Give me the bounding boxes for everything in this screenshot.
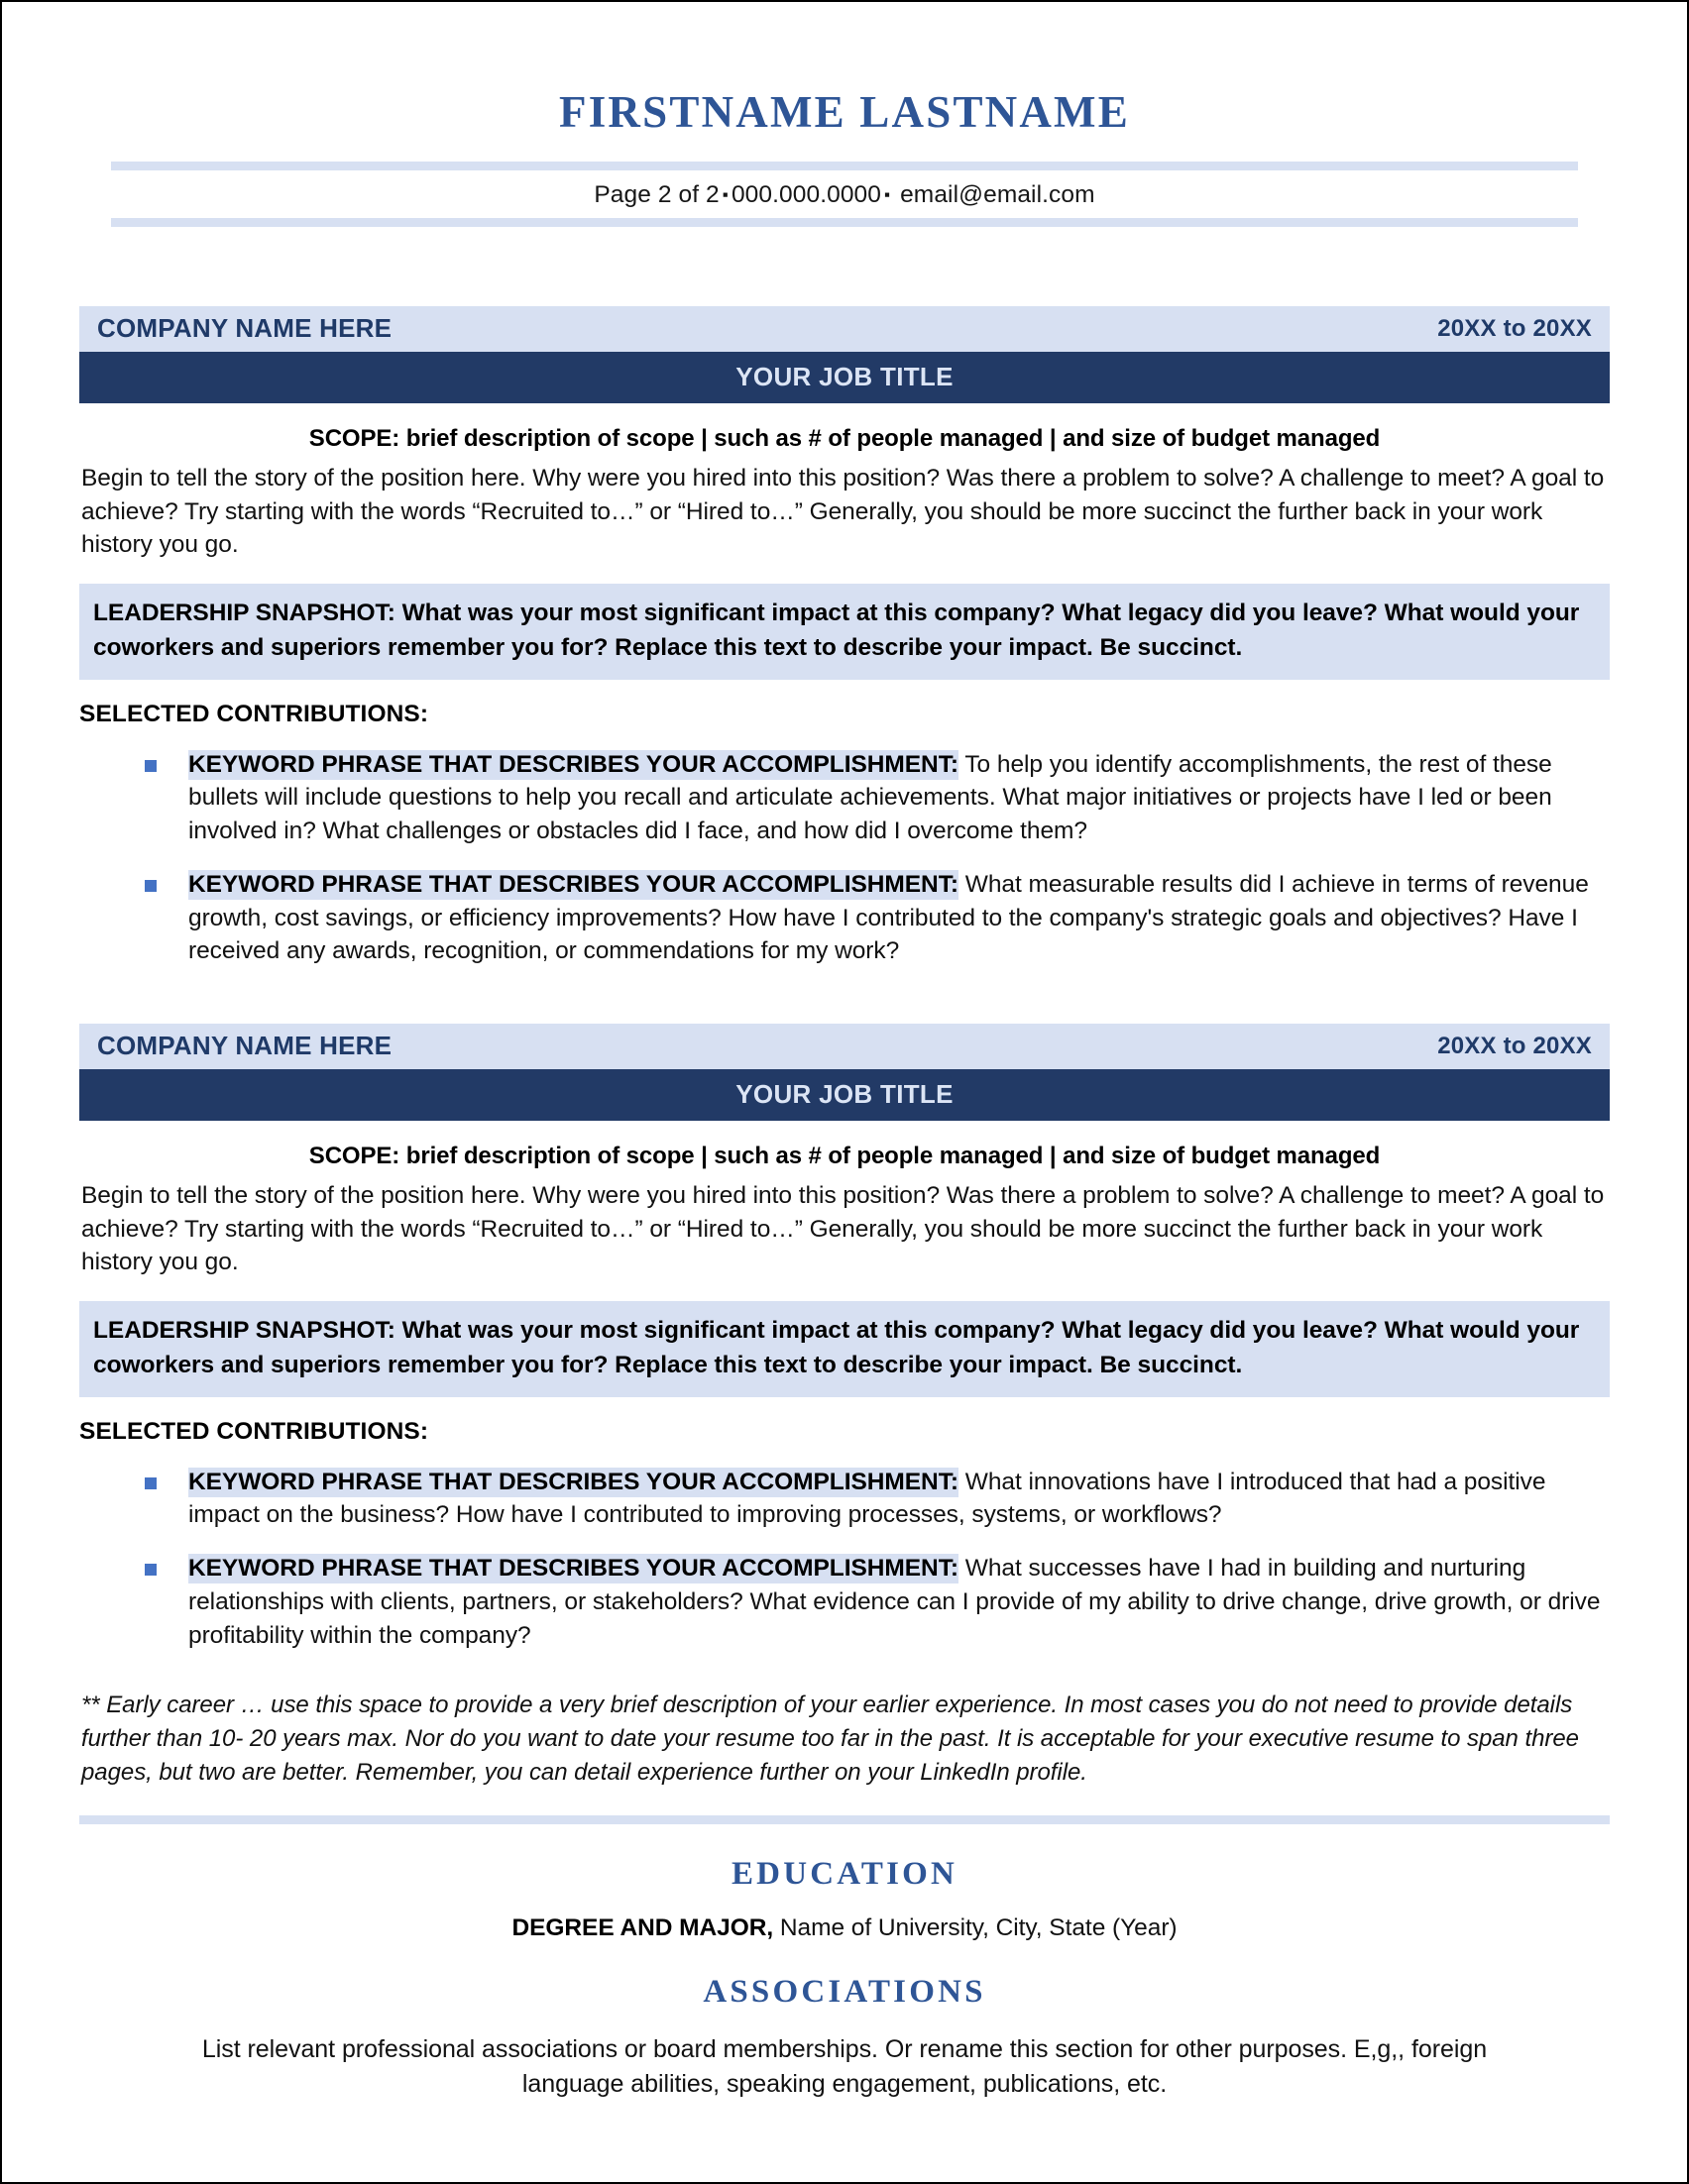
keyword-phrase: KEYWORD PHRASE THAT DESCRIBES YOUR ACCOMPLISHMENT: — [188, 870, 959, 898]
bullet-text: To help you identify accomplishments, the rest of these bullets will include questions to help you recall and articulate achievements. What major initiatives or projects have I led or been involved in? What challenges or obstacles did I face, and how did I overcome them? — [188, 750, 1552, 845]
header-rule-top — [111, 162, 1578, 170]
square-bullet-icon — [145, 1477, 157, 1489]
job-title-bar — [79, 352, 1610, 403]
separator-dot-icon: ▪ — [722, 185, 729, 205]
degree-and-major: DEGREE AND MAJOR, — [511, 1913, 774, 1941]
list-item — [79, 748, 1610, 848]
associations-heading: ASSOCIATIONS — [703, 1973, 986, 2010]
job-entry — [79, 306, 1610, 968]
job-title: YOUR JOB TITLE — [735, 362, 954, 392]
separator-dot-icon: ▪ — [884, 185, 891, 205]
job-title-bar — [79, 1069, 1610, 1121]
bullet-text: What successes have I had in building and nurturing relationships with clients, partners, or stakeholders? What evidence can I provide of my ability to drive change, drive growth, or drive profitability within the company? — [188, 1555, 1601, 1649]
list-item — [79, 1552, 1610, 1652]
company-name: COMPANY NAME HERE — [97, 313, 393, 344]
square-bullet-icon — [145, 760, 157, 772]
job-entry — [79, 1024, 1610, 1652]
list-item — [79, 1466, 1610, 1533]
keyword-phrase: KEYWORD PHRASE THAT DESCRIBES YOUR ACCOMPLISHMENT: — [188, 1555, 959, 1583]
square-bullet-icon — [145, 1564, 157, 1576]
employment-dates: 20XX to 20XX — [1437, 1032, 1592, 1059]
document-header — [79, 2, 1610, 227]
job-title: YOUR JOB TITLE — [735, 1079, 954, 1110]
company-bar — [79, 1024, 1610, 1069]
company-name: COMPANY NAME HERE — [97, 1031, 393, 1061]
associations-section — [79, 1942, 1610, 2103]
scope-line: SCOPE: brief description of scope | such as # of people managed | and size of budget managed — [308, 425, 1381, 453]
job-summary: Begin to tell the story of the position here. Why were you hired into this position? Was there a problem to solve? A challenge to meet? A goal to achieve? Try starting with the words “Recruited to…” or “Hired to…” Generally, you should be more succinct the further back in your work history you go. — [81, 465, 1605, 559]
leadership-snapshot: LEADERSHIP SNAPSHOT: What was your most significant impact at this company? What legacy did you leave? What would your coworkers and superiors remember you for? Replace this text to describe your impact. Be succinct. — [79, 584, 1610, 680]
section-divider — [79, 1815, 1610, 1824]
square-bullet-icon — [145, 880, 157, 892]
education-section — [79, 1824, 1610, 1942]
page-title: FIRSTNAME LASTNAME — [559, 87, 1130, 137]
keyword-phrase: KEYWORD PHRASE THAT DESCRIBES YOUR ACCOMPLISHMENT: — [188, 1468, 959, 1495]
early-career-note: ** Early career … use this space to provide a very brief description of your earlier experience. In most cases you do not need to provide details further than 10- 20 years max. Nor do you want to date your resume too far in the past. It is acceptable for your executive resume to span three pages, but two are better. Remember, you can detail experience further on your LinkedIn profile. — [81, 1691, 1579, 1786]
associations-body: List relevant professional associations or board memberships. Or rename this section for other purposes. E,g,, foreign language abilities, speaking engagement, publications, etc. — [201, 2034, 1488, 2099]
contributions-label: SELECTED CONTRIBUTIONS: — [79, 1417, 429, 1445]
contact-line — [79, 170, 1610, 218]
page-indicator: Page 2 of 2 — [594, 181, 720, 209]
contributions-list — [79, 1466, 1610, 1653]
university-detail: Name of University, City, State (Year) — [773, 1913, 1178, 1941]
job-summary: Begin to tell the story of the position here. Why were you hired into this position? Was there a problem to solve? A challenge to meet? A goal to achieve? Try starting with the words “Recruited to…” or “Hired to…” Generally, you should be more succinct the further back in your work history you go. — [81, 1182, 1605, 1276]
bullet-text: What innovations have I introduced that had a positive impact on the business? How have I contributed to improving processes, systems, or workflows? — [188, 1468, 1546, 1529]
education-heading: EDUCATION — [731, 1855, 958, 1892]
leadership-snapshot: LEADERSHIP SNAPSHOT: What was your most significant impact at this company? What legacy did you leave? What would your coworkers and superiors remember you for? Replace this text to describe your impact. Be succinct. — [79, 1301, 1610, 1397]
scope-line: SCOPE: brief description of scope | such as # of people managed | and size of budget managed — [308, 1143, 1381, 1170]
contributions-label: SELECTED CONTRIBUTIONS: — [79, 700, 429, 727]
contributions-list — [79, 748, 1610, 969]
header-rule-bottom — [111, 218, 1578, 227]
company-bar — [79, 306, 1610, 352]
phone-number: 000.000.0000 — [731, 181, 882, 209]
keyword-phrase: KEYWORD PHRASE THAT DESCRIBES YOUR ACCOMPLISHMENT: — [188, 750, 959, 778]
email-address: email@email.com — [900, 181, 1095, 209]
list-item — [79, 868, 1610, 968]
employment-dates: 20XX to 20XX — [1437, 314, 1592, 342]
education-entry — [79, 1893, 1610, 1942]
bullet-text: What measurable results did I achieve in terms of revenue growth, cost savings, or efficiency improvements? How have I contributed to the company's strategic goals and objectives? Have I received any awards, recognition, or commendations for my work? — [188, 870, 1589, 965]
